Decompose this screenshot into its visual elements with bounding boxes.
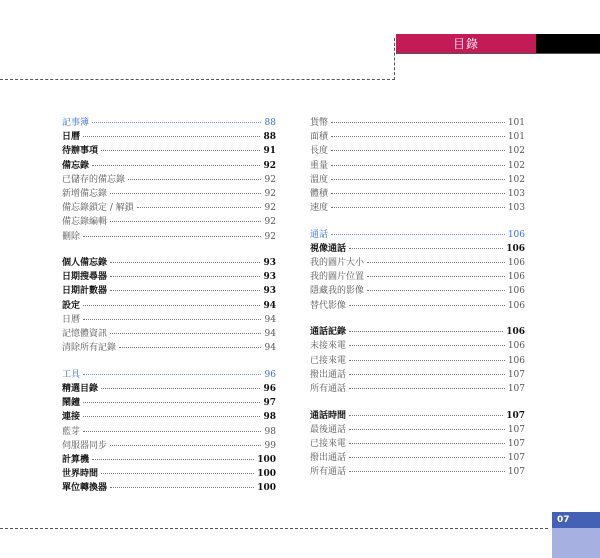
toc-entry[interactable] <box>310 116 525 130</box>
toc-entry-page: 107 <box>507 424 525 435</box>
toc-entry-page: 94 <box>264 343 276 354</box>
toc-dot-leader <box>349 429 505 430</box>
toc-entry-label: 備忘錄 <box>62 160 90 171</box>
toc-entry-page: 106 <box>507 229 525 240</box>
toc-dot-leader <box>349 388 505 389</box>
toc-dot-leader <box>83 319 261 320</box>
toc-entry-page: 93 <box>263 286 276 297</box>
toc-entry-page: 96 <box>263 383 276 394</box>
toc-entry[interactable] <box>62 299 276 313</box>
toc-entry[interactable] <box>62 230 276 244</box>
toc-entry[interactable] <box>62 481 276 495</box>
top-vertical-dashed-border <box>394 38 395 80</box>
toc-entry-page: 106 <box>507 341 525 352</box>
toc-entry-label: 隱藏我的影像 <box>310 286 365 297</box>
toc-dot-leader <box>349 374 505 375</box>
toc-entry-page: 100 <box>257 483 276 494</box>
toc-entry[interactable] <box>310 159 525 173</box>
toc-entry-label: 計算機 <box>62 454 90 465</box>
toc-entry-page: 106 <box>507 355 525 366</box>
toc-entry-page: 106 <box>506 327 525 338</box>
toc-dot-leader <box>331 122 505 123</box>
toc-entry-label: 面積 <box>310 132 329 143</box>
toc-entry-label: 貨幣 <box>310 118 329 128</box>
toc-dot-leader <box>349 345 505 346</box>
toc-entry[interactable] <box>62 270 276 284</box>
toc-entry[interactable] <box>310 242 525 256</box>
toc-dot-leader <box>349 457 505 458</box>
toc-entry[interactable] <box>310 173 525 187</box>
toc-entry-page: 107 <box>507 453 525 464</box>
toc-entry-label: 撥出通話 <box>310 369 347 380</box>
toc-entry-page: 107 <box>507 467 525 478</box>
toc-dot-leader <box>110 290 260 291</box>
toc-entry-label: 個人備忘錄 <box>62 258 108 269</box>
toc-entry-page: 97 <box>263 398 276 409</box>
toc-dot-leader <box>331 136 505 137</box>
toc-entry-label: 記憶體資訊 <box>62 329 108 340</box>
top-dashed-border <box>0 79 395 80</box>
toc-dot-leader <box>83 402 260 403</box>
toc-dot-leader <box>83 374 261 375</box>
toc-entry[interactable] <box>62 453 276 467</box>
toc-entry[interactable] <box>310 437 525 451</box>
toc-entry-label: 清除所有記錄 <box>62 343 117 354</box>
toc-entry-page: 102 <box>507 174 525 185</box>
toc-entry-page: 94 <box>264 329 276 340</box>
toc-entry[interactable] <box>62 382 276 396</box>
toc-gap <box>310 313 525 325</box>
toc-entry[interactable] <box>62 159 276 173</box>
toc-dot-leader <box>83 305 260 306</box>
toc-entry[interactable] <box>62 439 276 453</box>
toc-entry-label: 速度 <box>310 203 329 214</box>
toc-entry-label: 通話 <box>310 229 329 240</box>
toc-entry[interactable] <box>310 325 525 339</box>
toc-entry-page: 98 <box>264 426 276 437</box>
toc-entry-page: 91 <box>263 146 276 157</box>
toc-dot-leader <box>349 443 505 444</box>
toc-entry[interactable] <box>62 256 276 270</box>
toc-entry[interactable] <box>62 467 276 481</box>
toc-entry-label: 視像通話 <box>310 243 347 254</box>
toc-entry[interactable] <box>310 465 525 479</box>
toc-gap <box>62 244 276 256</box>
toc-entry-page: 106 <box>507 258 525 269</box>
toc-entry-page: 93 <box>263 258 276 269</box>
toc-entry[interactable] <box>310 354 525 368</box>
toc-entry-label: 日期搜尋器 <box>62 272 108 283</box>
toc-entry[interactable] <box>62 284 276 298</box>
toc-entry-label: 通話時間 <box>310 410 347 421</box>
toc-dot-leader <box>349 331 503 332</box>
toc-entry-label: 最後通話 <box>310 424 347 435</box>
toc-dot-leader <box>110 333 261 334</box>
toc-entry-label: 精選目錄 <box>62 383 99 394</box>
toc-entry[interactable] <box>62 173 276 187</box>
page-number: 07 <box>552 512 600 528</box>
toc-entry-page: 107 <box>507 383 525 394</box>
toc-dot-leader <box>92 459 254 460</box>
toc-entry-label: 體積 <box>310 188 329 199</box>
toc-entry[interactable] <box>310 368 525 382</box>
toc-entry[interactable] <box>62 130 276 144</box>
toc-dot-leader <box>92 165 260 166</box>
toc-entry[interactable] <box>62 215 276 229</box>
toc-section-heading[interactable] <box>62 116 276 130</box>
toc-entry-page: 107 <box>506 410 525 421</box>
toc-dot-leader <box>110 262 260 263</box>
toc-column-left <box>62 116 276 495</box>
toc-entry-page: 101 <box>507 132 525 143</box>
toc-entry-page: 106 <box>507 286 525 297</box>
toc-entry-label: 通話記錄 <box>310 327 347 338</box>
header-black-block <box>536 34 600 53</box>
toc-entry[interactable] <box>310 187 525 201</box>
toc-dot-leader <box>367 262 505 263</box>
toc-gap <box>310 396 525 408</box>
toc-entry-page: 106 <box>507 272 525 283</box>
toc-entry-page: 92 <box>264 231 276 242</box>
toc-dot-leader <box>92 122 261 123</box>
toc-entry-label: 我的圖片大小 <box>310 258 365 269</box>
toc-entry-label: 替代影像 <box>310 300 347 311</box>
toc-entry-page: 94 <box>263 300 276 311</box>
toc-entry[interactable] <box>62 313 276 327</box>
toc-dot-leader <box>128 179 261 180</box>
toc-entry[interactable] <box>310 382 525 396</box>
toc-entry-page: 107 <box>507 438 525 449</box>
toc-entry[interactable] <box>62 201 276 215</box>
toc-entry-page: 99 <box>264 440 276 451</box>
toc-entry-label: 未接來電 <box>310 341 347 352</box>
toc-entry[interactable] <box>62 341 276 355</box>
toc-dot-leader <box>367 290 505 291</box>
toc-entry-label: 世界時間 <box>62 469 99 480</box>
toc-entry-page: 102 <box>507 146 525 157</box>
toc-entry-page: 103 <box>507 203 525 214</box>
toc-dot-leader <box>110 487 254 488</box>
toc-entry-page: 92 <box>264 188 276 199</box>
toc-dot-leader <box>349 360 505 361</box>
toc-entry-label: 撥出通話 <box>310 453 347 464</box>
toc-entry[interactable] <box>310 451 525 465</box>
toc-entry-label: 已儲存的備忘錄 <box>62 174 126 185</box>
toc-dot-leader <box>331 165 505 166</box>
toc-entry-label: 我的圖片位置 <box>310 272 365 283</box>
toc-entry-label: 伺服器同步 <box>62 440 108 451</box>
toc-entry-page: 106 <box>507 300 525 311</box>
toc-section-heading[interactable] <box>310 228 525 242</box>
header-bar <box>396 34 600 53</box>
toc-entry-label: 單位轉換器 <box>62 483 108 494</box>
toc-dot-leader <box>83 416 260 417</box>
toc-dot-leader <box>83 136 260 137</box>
toc-entry-page: 94 <box>264 314 276 325</box>
page-title: 目錄 <box>396 34 536 53</box>
toc-entry-label: 所有通話 <box>310 467 347 478</box>
toc-entry-label: 日期計數器 <box>62 286 108 297</box>
toc-dot-leader <box>331 179 505 180</box>
header-underline <box>396 53 600 54</box>
toc-entry-label: 刪除 <box>62 231 81 242</box>
toc-entry-page: 100 <box>257 454 276 465</box>
toc-dot-leader <box>349 248 503 249</box>
toc-entry-label: 工具 <box>62 369 81 380</box>
toc-entry-page: 98 <box>263 412 276 423</box>
toc-entry-label: 日曆 <box>62 132 81 143</box>
toc-entry-page: 88 <box>263 132 276 143</box>
toc-entry-label: 重量 <box>310 160 329 171</box>
toc-entry-page: 92 <box>264 217 276 228</box>
toc-entry[interactable] <box>310 270 525 284</box>
toc-entry-label: 已接來電 <box>310 355 347 366</box>
toc-entry-label: 備忘錄鎖定 / 解鎖 <box>62 203 134 214</box>
toc-entry[interactable] <box>310 339 525 353</box>
toc-dot-leader <box>83 431 261 432</box>
toc-entry-label: 連接 <box>62 412 81 423</box>
toc-dot-leader <box>331 150 505 151</box>
toc-gap <box>310 215 525 227</box>
toc-dot-leader <box>331 234 505 235</box>
toc-gap <box>62 355 276 367</box>
toc-dot-leader <box>110 193 261 194</box>
toc-dot-leader <box>119 347 261 348</box>
toc-entry-label: 鬧鐘 <box>62 398 81 409</box>
toc-entry[interactable] <box>62 144 276 158</box>
toc-entry[interactable] <box>310 299 525 313</box>
toc-dot-leader <box>110 221 261 222</box>
bottom-dashed-border <box>0 528 548 529</box>
toc-dot-leader <box>101 473 254 474</box>
toc-column-right <box>310 116 525 479</box>
toc-entry-page: 93 <box>263 272 276 283</box>
toc-entry-page: 92 <box>263 160 276 171</box>
toc-entry[interactable] <box>62 410 276 424</box>
toc-entry[interactable] <box>310 423 525 437</box>
toc-entry-page: 92 <box>264 203 276 214</box>
toc-section-heading[interactable] <box>62 368 276 382</box>
toc-dot-leader <box>110 445 261 446</box>
toc-entry-label: 日曆 <box>62 314 81 325</box>
toc-entry[interactable] <box>310 409 525 423</box>
toc-entry[interactable] <box>62 396 276 410</box>
toc-entry[interactable] <box>310 256 525 270</box>
toc-dot-leader <box>101 388 260 389</box>
toc-entry[interactable] <box>310 130 525 144</box>
toc-entry-page: 107 <box>507 369 525 380</box>
toc-dot-leader <box>110 276 260 277</box>
toc-entry-label: 記事簿 <box>62 118 90 128</box>
toc-entry-label: 長度 <box>310 146 329 157</box>
toc-dot-leader <box>83 236 261 237</box>
toc-entry[interactable] <box>310 284 525 298</box>
toc-entry-label: 待辦事項 <box>62 146 99 157</box>
toc-dot-leader <box>331 193 505 194</box>
toc-entry-label: 備忘錄編輯 <box>62 217 108 228</box>
toc-entry-page: 100 <box>257 469 276 480</box>
toc-entry[interactable] <box>62 187 276 201</box>
toc-dot-leader <box>331 207 505 208</box>
toc-entry-label: 溫度 <box>310 174 329 185</box>
toc-entry-page: 106 <box>506 243 525 254</box>
toc-entry-label: 設定 <box>62 300 81 311</box>
toc-dot-leader <box>367 276 505 277</box>
toc-dot-leader <box>349 305 505 306</box>
toc-dot-leader <box>349 471 505 472</box>
toc-entry-label: 新增備忘錄 <box>62 188 108 199</box>
toc-dot-leader <box>137 207 261 208</box>
toc-entry[interactable] <box>62 327 276 341</box>
toc-entry[interactable] <box>310 201 525 215</box>
toc-entry[interactable] <box>310 144 525 158</box>
toc-entry-page: 101 <box>507 118 525 128</box>
toc-entry-page: 102 <box>507 160 525 171</box>
toc-entry[interactable] <box>62 425 276 439</box>
toc-dot-leader <box>101 150 260 151</box>
toc-entry-label: 藍芽 <box>62 426 81 437</box>
toc-entry-label: 所有通話 <box>310 383 347 394</box>
toc-entry-page: 88 <box>264 118 276 128</box>
toc-entry-page: 103 <box>507 188 525 199</box>
toc-entry-page: 92 <box>264 174 276 185</box>
toc-entry-page: 96 <box>264 369 276 380</box>
toc-dot-leader <box>349 415 503 416</box>
toc-entry-label: 已接來電 <box>310 438 347 449</box>
